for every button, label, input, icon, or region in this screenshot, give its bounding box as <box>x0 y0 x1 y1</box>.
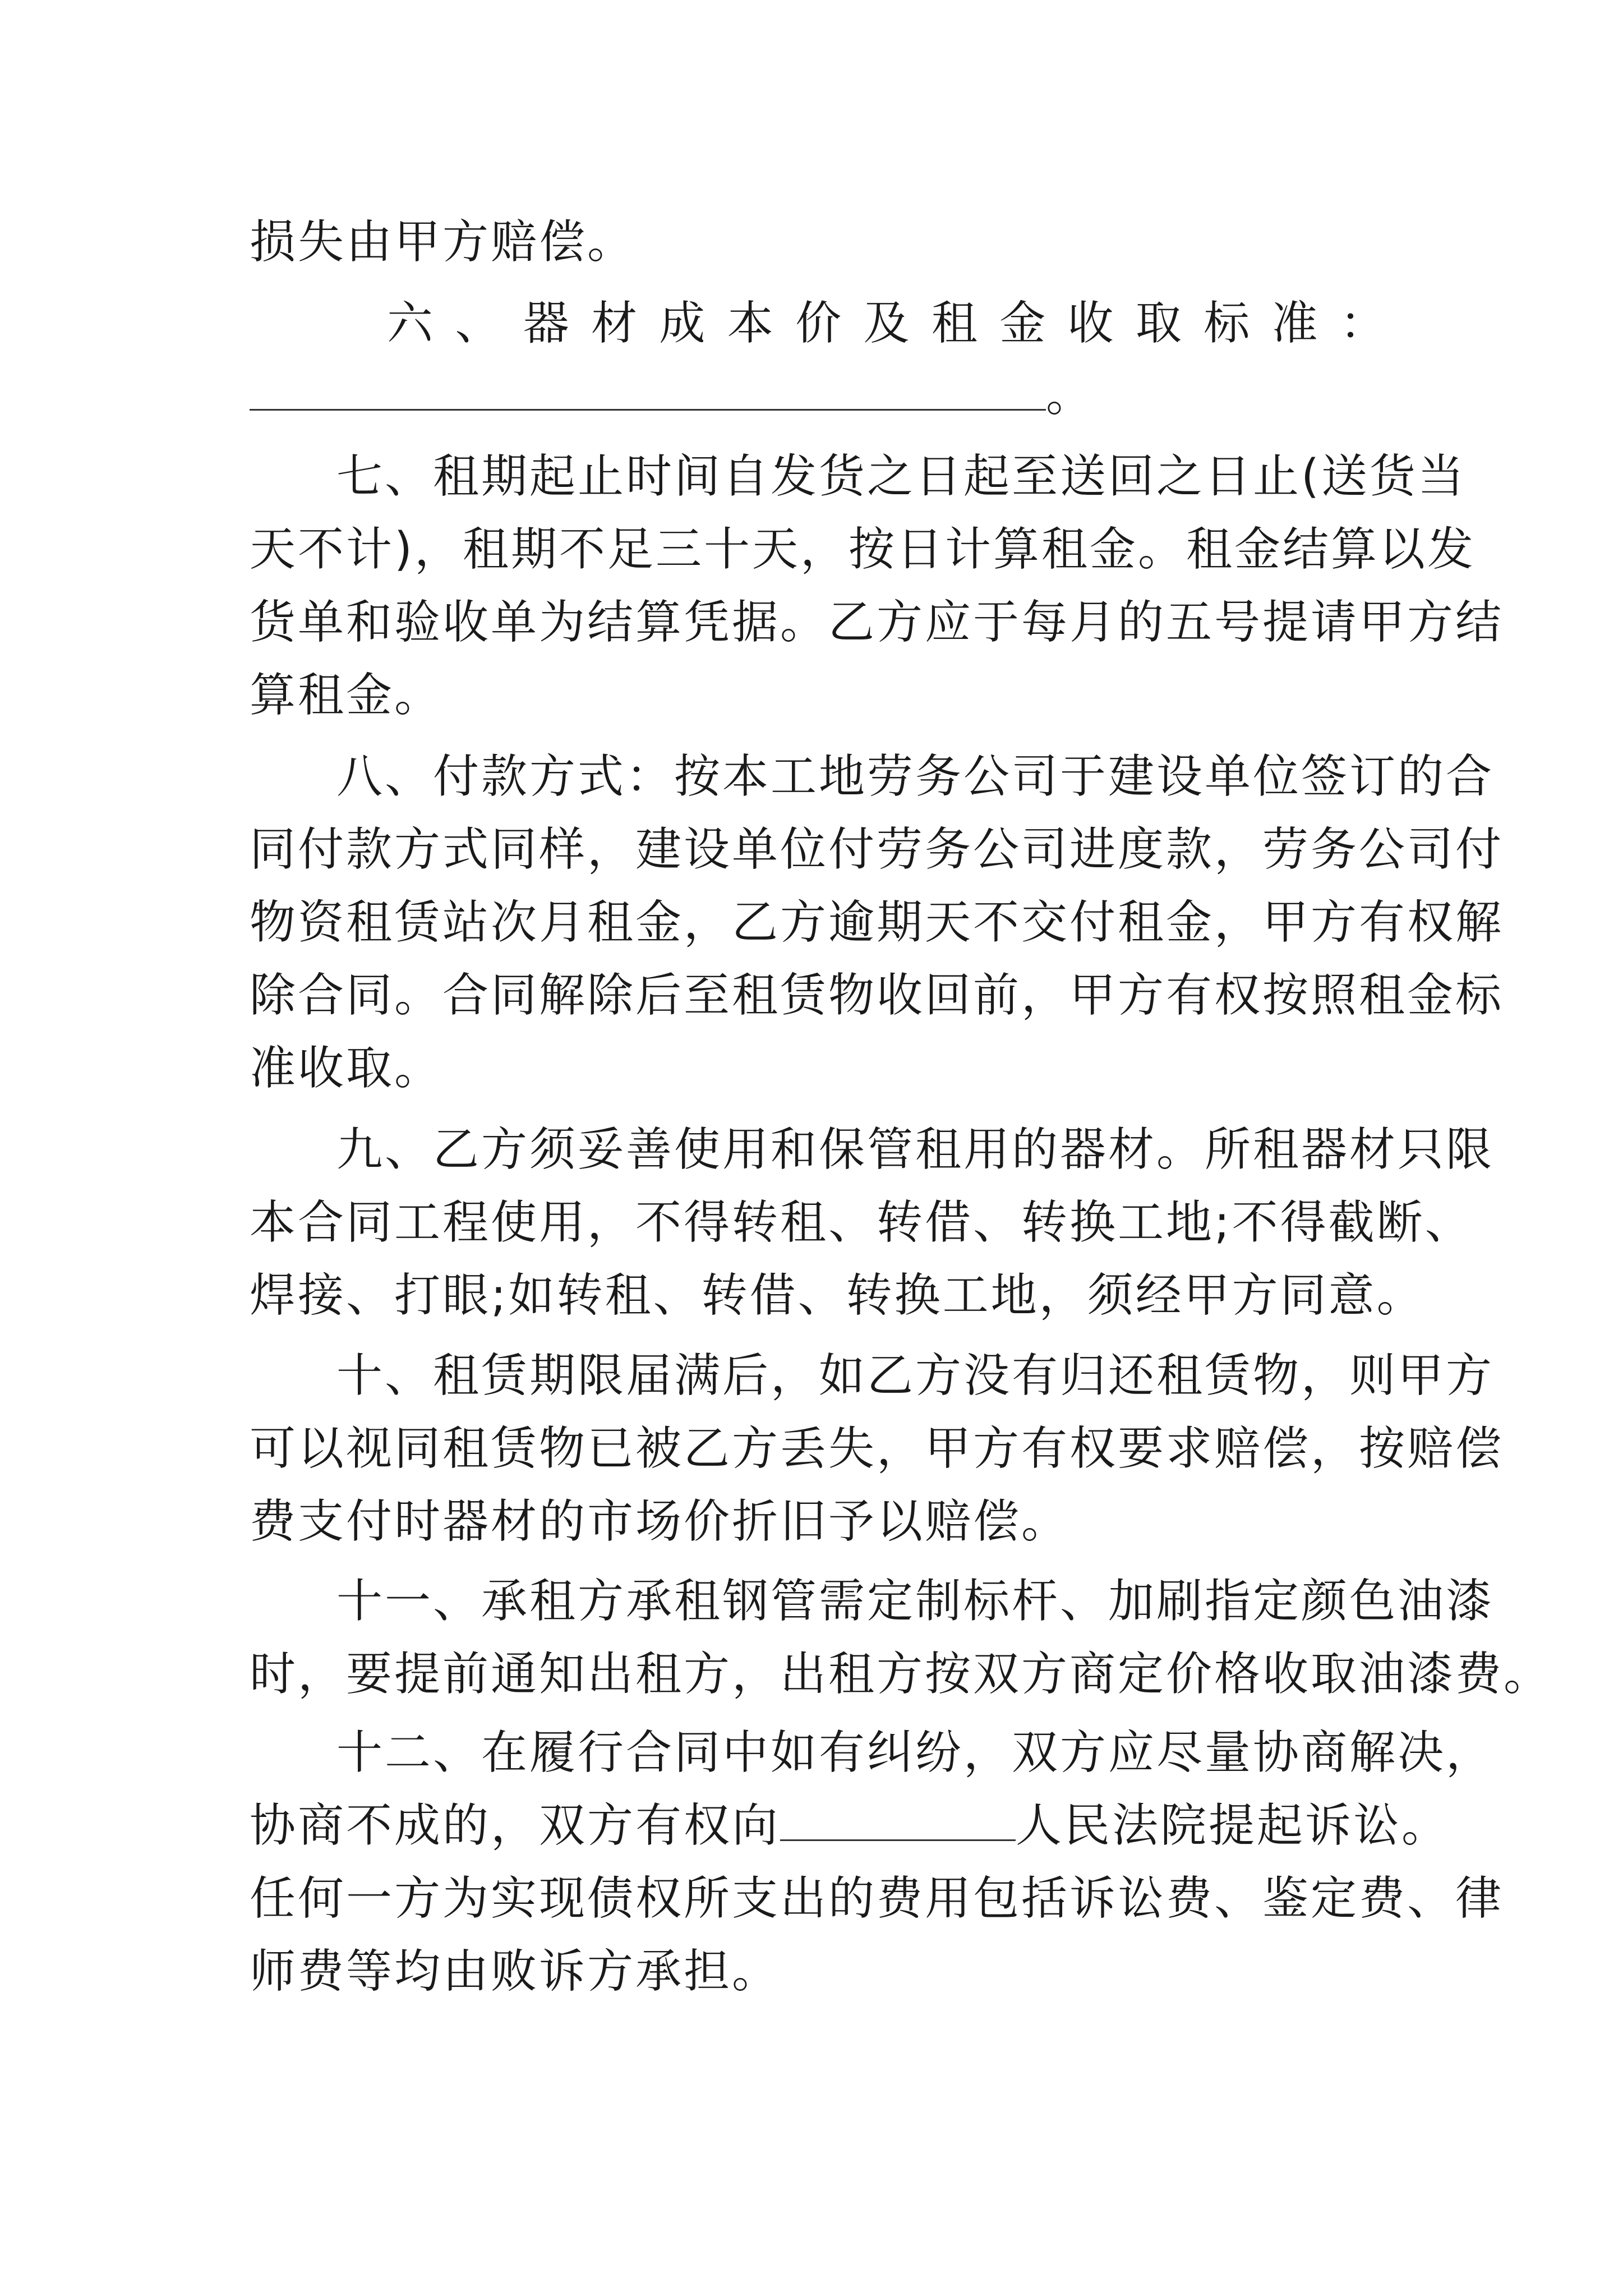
text-line: 费支付时器材的市场价折旧予以赔偿。 <box>250 1495 1070 1548</box>
section-9-line: 九、乙方须妥善使用和保管租用的器材。所租器材只限 <box>336 1123 1495 1176</box>
court-name-blank[interactable] <box>780 1806 1016 1841</box>
text-line: 时，要提前通知出租方，出租方按双方商定价格收取油漆费。 <box>250 1648 1552 1701</box>
text-segment: 协商不成的，双方有权向 <box>250 1799 781 1852</box>
section-7-line: 七、租期起止时间自发货之日起至送回之日止(送货当 <box>336 450 1466 503</box>
text-line: 可以视同租赁物已被乙方丢失，甲方有权要求赔偿，按赔偿 <box>250 1422 1504 1475</box>
fill-in-blank[interactable] <box>250 375 1046 411</box>
section-8-line: 八、付款方式：按本工地劳务公司于建设单位签订的合 <box>336 750 1495 803</box>
text-line: 师费等均由败诉方承担。 <box>250 1945 781 1998</box>
text-line: 货单和验收单为结算凭据。乙方应于每月的五号提请甲方结 <box>250 596 1504 649</box>
text-line: 算租金。 <box>250 669 443 722</box>
section-11-line: 十一、承租方承租钢管需定制标杆、加刷指定颜色油漆 <box>336 1575 1495 1628</box>
text-line: 本合同工程使用，不得转租、转借、转换工地;不得截断、 <box>250 1196 1473 1249</box>
text-segment: 人民法院提起诉讼。 <box>1016 1799 1450 1852</box>
text-line: 损失由甲方赔偿。 <box>250 215 636 269</box>
period-mark: 。 <box>1046 369 1095 422</box>
text-line: 任何一方为实现债权所支出的费用包括诉讼费、鉴定费、律 <box>250 1872 1504 1925</box>
section-6-heading: 六、器材成本价及租金收取标准： <box>387 297 1388 350</box>
text-line: 天不计)，租期不足三十天，按日计算租金。租金结算以发 <box>250 523 1476 576</box>
section-10-line: 十、租赁期限届满后，如乙方没有归还租赁物，则甲方 <box>336 1349 1495 1402</box>
text-line: 同付款方式同样，建设单位付劳务公司进度款，劳务公司付 <box>250 823 1504 876</box>
text-line: 焊接、打眼;如转租、转借、转换工地，须经甲方同意。 <box>250 1269 1425 1322</box>
text-line: 除合同。合同解除后至租赁物收回前，甲方有权按照租金标 <box>250 969 1504 1022</box>
text-line-court <box>250 1789 1450 1862</box>
text-line: 准收取。 <box>250 1042 443 1095</box>
text-line: 物资租赁站次月租金，乙方逾期天不交付租金，甲方有权解 <box>250 896 1504 949</box>
text-line-blank <box>250 359 1388 432</box>
section-12-line: 十二、在履行合同中如有纠纷，双方应尽量协商解决， <box>336 1726 1495 1779</box>
